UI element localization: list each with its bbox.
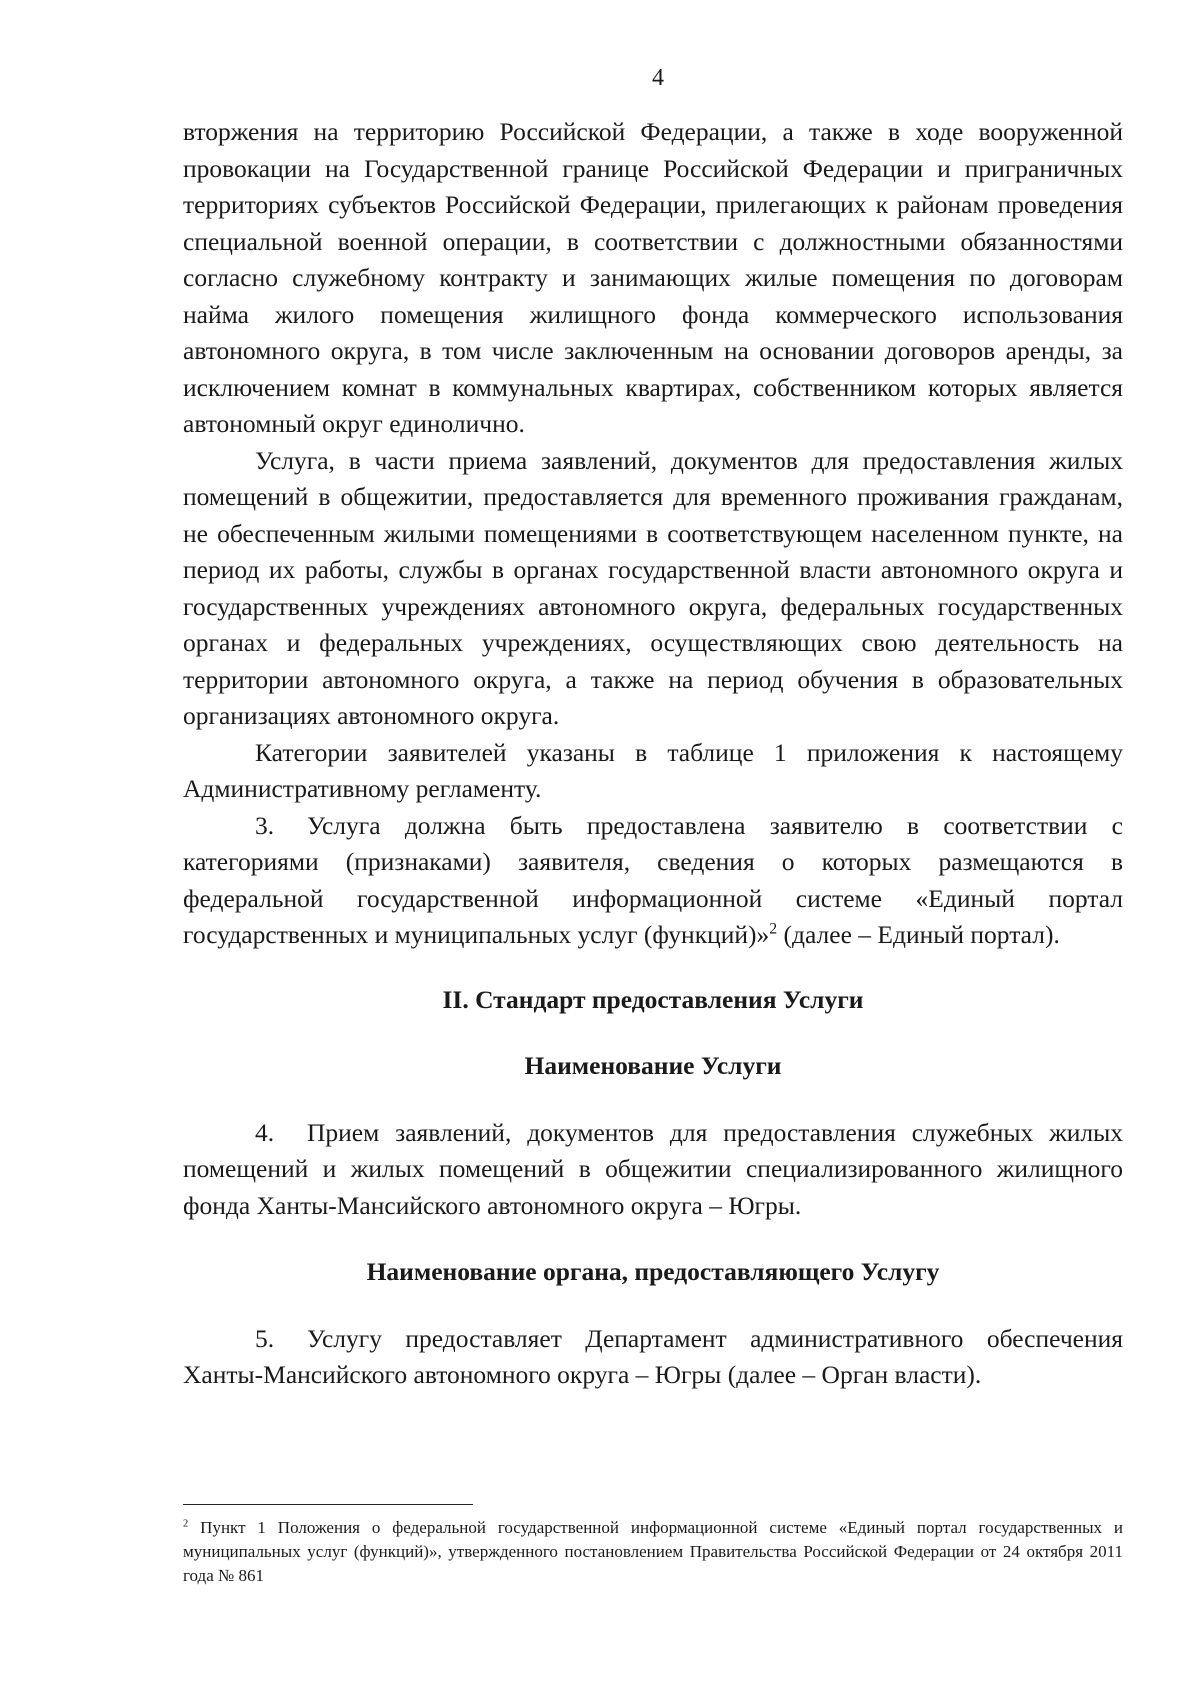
paragraph-item-3 xyxy=(183,808,1123,954)
footnote-reference: 2 xyxy=(769,920,778,938)
item-text: Прием заявлений, документов для предоставления служебных жилых помещений и жилых помещений в общежитии специализированного жилищного фонда Ханты-Мансийского автономного округа – Югры. xyxy=(183,1117,1123,1220)
item-text-tail: (далее – Единый портал). xyxy=(777,920,1060,949)
item-text: Услугу предоставляет Департамент административного обеспечения Ханты-Мансийского автономного округа – Югры (далее – Орган власти). xyxy=(183,1323,1123,1389)
footnote-divider xyxy=(183,1504,473,1505)
paragraph-continuation: вторжения на территорию Российской Федерации, а также в ходе вооруженной провокации на Государственной границе Российской Федерации и приграничных территориях субъектов Российской Федерации, прилегающих к районам проведения специальной военной операции, в соответствии с должностными обязанностями согласно служебному контракту и занимающих жилые помещения по договорам найма жилого помещения жилищного фонда коммерческого использования автономного округа, в том числе заключенным на основании договоров аренды, за исключением комнат в коммунальных квартирах, собственником которых является автономный округ единолично. xyxy=(183,117,1123,438)
paragraph-categories: Категории заявителей указаны в таблице 1 приложения к настоящему Административному регламенту. xyxy=(183,737,1123,803)
item-number: 4. xyxy=(255,1117,275,1147)
footnote-mark: 2 xyxy=(183,1518,189,1530)
item-number: 3. xyxy=(255,810,275,840)
item-text: Услуга должна быть предоставлена заявителю в соответствии с категориями (признаками) заявителя, сведения о которых размещаются в федеральной государственной информационной системе «Единый портал государственных и муниципальных услуг (функций)» xyxy=(183,810,1123,949)
section-heading: II. Стандарт предоставления Услуги xyxy=(442,984,864,1014)
page-number: 4 xyxy=(652,65,664,91)
paragraph-item-4 xyxy=(183,1115,1123,1225)
document-body xyxy=(183,114,1123,1394)
footnote-text: Пункт 1 Положения о федеральной государственной информационной системе «Единый портал государственных и муниципальных услуг (функций)», утвержденного постановлением Правительства Российской Федерации от 24 октября 2011 года № 861 xyxy=(183,1518,1123,1585)
paragraph-item-5 xyxy=(183,1321,1123,1394)
footnote xyxy=(183,1516,1123,1588)
paragraph-dormitory: Услуга, в части приема заявлений, документов для предоставления жилых помещений в общежитии, предоставляется для временного проживания гражданам, не обеспеченным жилыми помещениями в соответствующем населенном пункте, на период их работы, службы в органах государственной власти автономного округа и государственных учреждениях автономного округа, федеральных государственных органах и федеральных учреждениях, осуществляющих свою деятельность на территории автономного округа, а также на период обучения в образовательных организациях автономного округа. xyxy=(183,445,1123,730)
subheading-service-name: Наименование Услуги xyxy=(524,1051,782,1080)
item-number: 5. xyxy=(255,1323,275,1353)
document-page xyxy=(183,64,1123,1654)
subheading-authority-name: Наименование органа, предоставляющего Услугу xyxy=(366,1257,940,1286)
